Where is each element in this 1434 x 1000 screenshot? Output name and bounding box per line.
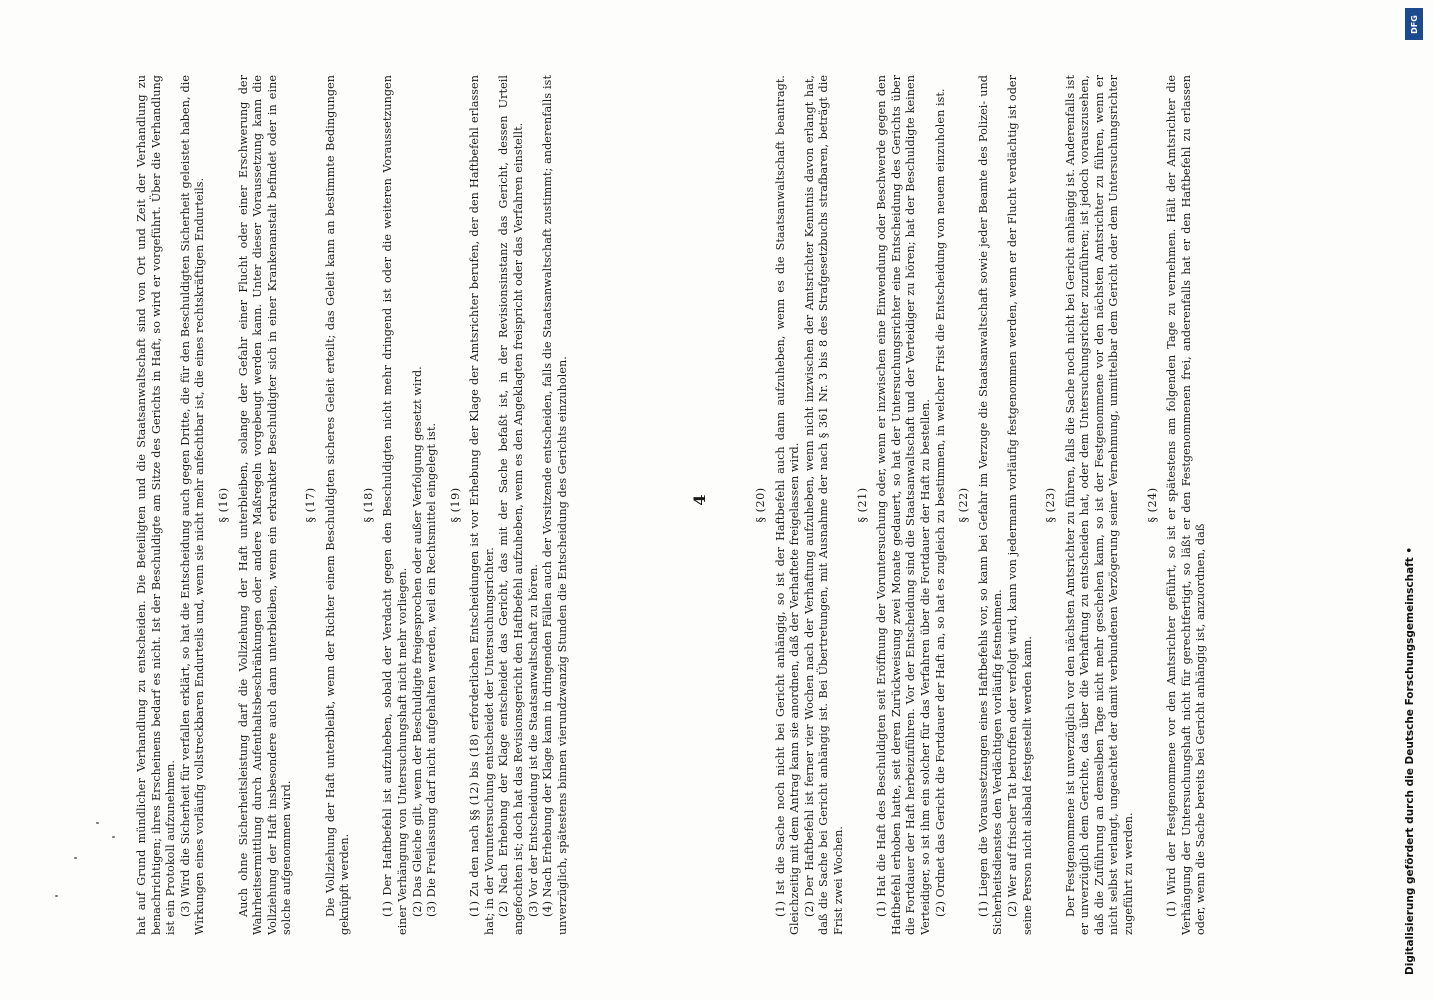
paragraph: (2) Ordnet das Gericht die Fortdauer der Haft an, so hat es zugleich zu bestimmen, in welcher Frist die Entscheidung von neuem einzuholen ist. — [933, 88, 947, 917]
paragraph: (1) Hat die Haft des Beschuldigten seit Eröffnung der Voruntersuchung oder, wenn er inzwischen eine Einwendung oder Beschwerde gegen den Haftbefehl erhoben hatte, seit deren Zurückweisung zwei Monate gedauert, so hat der Untersuchungsrichter eine Entscheidung des Gerichts über die Fortdauer der Haft herbeizuführen. Vor der Entscheidung sind die Staatsanwaltschaft und der Verteidiger zu hören; hat der Beschuldigte keinen Verteidiger, so ist ihm ein solcher für das Verfahren über die Fortdauer der Haft zu bestellen. — [875, 75, 932, 935]
paragraph: (1) Zu den nach §§ (12) bis (18) erforderlichen Entscheidungen ist vor Erhebung der Klage der Amtsrichter berufen, der den Haftbefehl erlassen hat; in der Voruntersuchung entscheidet der Untersuchungsrichter. — [468, 75, 496, 935]
rotated-document-page — [135, 65, 1335, 935]
section-heading: § (17) — [303, 487, 317, 523]
scan-speck — [74, 857, 77, 859]
paragraph: Die Vollziehung der Haft unterbleibt, wenn der Richter einem Beschuldigten sicheres Geleit erteilt; das Geleit kann an bestimmte Bedingungen geknüpft werden. — [323, 75, 352, 935]
section-heading: § (22) — [957, 487, 971, 523]
paragraph: (2) Wer auf frischer Tat betroffen oder verfolgt wird, kann von jedermann vorläufig festgenommen werden, wenn er der Flucht verdächtig ist oder seine Person nicht alsbald festgestellt werden kann. — [1005, 75, 1034, 935]
section-heading: § (23) — [1044, 487, 1058, 523]
dfg-logo-text: DFG — [1409, 14, 1419, 34]
paragraph: (2) Das Gleiche gilt, wenn der Beschuldigte freigesprochen oder außer Verfolgung gesetzt wird. — [410, 366, 424, 917]
scan-speck — [55, 895, 58, 897]
scan-speck — [96, 822, 99, 824]
paragraph: (1) Wird der Festgenommene vor den Amtsrichter geführt, so ist er spätestens am folgenden Tage zu vernehmen. Hält der Amtsrichter die Verhängung der Untersuchungshaft nicht für gerechtfertigt, so läßt er den Festgenommenen frei, anderenfalls hat er den Haftbefehl zu erlassen oder, wenn die Sache bereits bei Gericht anhängig ist, anzuordnen, daß — [1165, 75, 1208, 935]
section-heading: § (21) — [855, 487, 869, 523]
scan-speck — [112, 836, 115, 838]
section-heading: § (24) — [1145, 487, 1159, 523]
left-column — [135, 75, 655, 935]
paragraph: hat auf Grund mündlicher Verhandlung zu entscheiden. Die Beteiligten und die Staatsanwaltschaft sind von Ort und Zeit der Verhandlung zu benachrichtigen; ihres Erscheinens bedarf es nicht. Ist der Beschuldigte am Sitze des Gerichts in Haft, so wird er vorgeführt. Über die Verhandlung ist ein Protokoll aufzunehmen. — [135, 75, 178, 935]
right-column — [745, 75, 1305, 935]
page-number: 4 — [690, 494, 709, 506]
paragraph: Auch ohne Sicherheitsleistung darf die Vollziehung der Haft unterbleiben, solange der Gefahr einer Flucht oder einer Erschwerung der Wahrheitsermittlung durch Aufenthaltsbeschränkungen oder andere Maßregeln vorgebeugt werden kann. Unter dieser Voraussetzung kann die Vollziehung der Haft insbesondere auch dann unterbleiben, wenn ein erkrankter Beschuldigter sich in einer Krankenanstalt befindet oder in eine solche aufgenommen wird. — [236, 75, 294, 935]
section-heading: § (19) — [448, 487, 462, 523]
paragraph: (3) Die Freilassung darf nicht aufgehalten werden, weil ein Rechtsmittel eingelegt ist. — [425, 422, 439, 917]
section-heading: § (20) — [754, 487, 767, 523]
paragraph: (2) Der Haftbefehl ist ferner vier Wochen nach der Verhaftung aufzuheben, wenn nicht inzwischen der Amtsrichter Kenntnis davon erlangt hat, daß die Sache bei Gericht anhängig ist. Bei Übertretungen, mit Ausnahme der nach § 361 Nr. 3 bis 8 des Strafgesetzbuchs strafbaren, beträgt die Frist zwei Wochen. — [802, 75, 845, 935]
paragraph: (1) Ist die Sache noch nicht bei Gericht anhängig, so ist der Haftbefehl auch dann aufzuheben, wenn es die Staatsanwaltschaft beantragt. Gleichzeitig mit dem Antrag kann sie anordnen, daß der Verhaftete freigelassen wird. — [773, 75, 802, 935]
paragraph: (1) Der Haftbefehl ist aufzuheben, sobald der Verdacht gegen den Beschuldigten nicht mehr dringend ist oder die weiteren Voraussetzungen einer Verhängung von Untersuchungshaft nicht mehr vorliegen. — [381, 75, 409, 935]
paragraph: Der Festgenommene ist unverzüglich vor den nächsten Amtsrichter zu führen, falls die Sache noch nicht bei Gericht anhängig ist. Anderenfalls ist er unverzüglich dem Gerichte, das über die Verhaftung zu entscheiden hat, oder dem Untersuchungsrichter zuzuführen; ist jedoch vorauszusehen, daß die Zuführung an demselben Tage nicht mehr geschehen kann, so ist der Festgenommene vor den nächsten Amtsrichter zu führen, wenn er nicht selbst verlangt, ungeachtet der damit verbundenen Verzögerung seiner Vernehmung, unmittelbar dem Gericht oder dem Untersuchungsrichter zugeführt zu werden. — [1063, 75, 1136, 935]
section-heading: § (18) — [361, 487, 375, 523]
attribution-sidebar — [1396, 0, 1434, 1000]
attribution-text: Digitalisierung gefördert durch die Deutsche Forschungsgemeinschaft • — [1404, 546, 1416, 975]
paragraph: (4) Nach Erhebung der Klage kann in dringenden Fällen auch der Vorsitzende entscheiden, falls die Staatsanwaltschaft zustimmt; anderenfalls ist unverzüglich, spätestens binnen vierundzwanzig Stunden die Entscheidung des Gerichts einzuholen. — [541, 75, 569, 935]
paragraph: (3) Vor der Entscheidung ist die Staatsanwaltschaft zu hören. — [526, 563, 540, 917]
paragraph: (2) Nach Erhebung der Klage entscheidet das Gericht, das mit der Sache befaßt ist, in der Revisionsinstanz das Gericht, dessen Urteil angefochten ist; doch hat das Revisionsgericht den Haftbefehl aufzuheben, wenn es den Angeklagten freispricht oder das Verfahren einstellt. — [497, 75, 526, 935]
section-heading: § (16) — [216, 487, 230, 523]
paragraph: (1) Liegen die Voraussetzungen eines Haftbefehls vor, so kann bei Gefahr im Verzuge die Staatsanwaltschaft sowie jeder Beamte des Polizei- und Sicherheitsdienstes den Verdächtigen vorläufig festnehmen. — [976, 75, 1005, 935]
paragraph: (3) Wird die Sicherheit für verfallen erklärt, so hat die Entscheidung auch gegen Dritte, die für den Beschuldigten Sicherheit geleistet haben, die Wirkungen eines vorläufig vollstreckbaren Endurteils und, wenn sie nicht mehr anfechtbar ist, die eines rechtskräftigen Endurteils. — [178, 75, 207, 935]
